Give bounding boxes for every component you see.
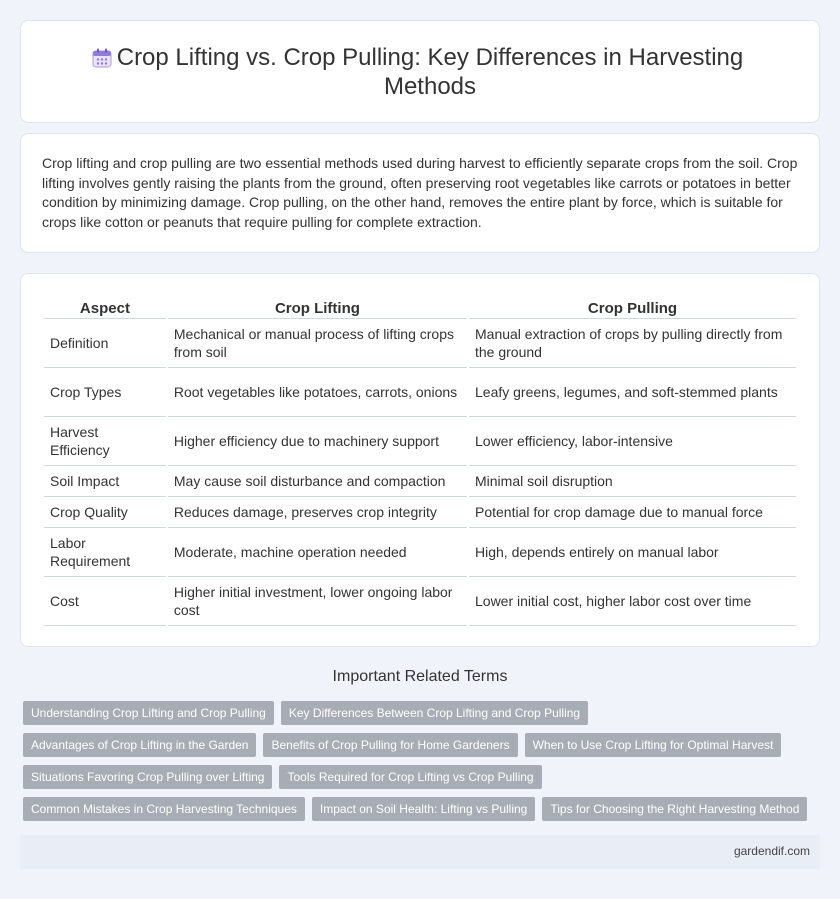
page-title: Crop Lifting vs. Crop Pulling: Key Differences in Harvesting Methods	[116, 44, 744, 100]
cell-aspect: Harvest Efficiency	[44, 417, 166, 466]
cell-crop-lifting: Moderate, machine operation needed	[168, 528, 467, 577]
cell-crop-pulling: Minimal soil disruption	[469, 466, 796, 497]
related-tag[interactable]: Impact on Soil Health: Lifting vs Pulling	[312, 797, 535, 821]
related-tag[interactable]: Common Mistakes in Crop Harvesting Techniques	[23, 797, 305, 821]
table-row	[44, 528, 796, 577]
related-tag[interactable]: Situations Favoring Crop Pulling over Lifting	[23, 765, 272, 789]
tag-row	[23, 733, 781, 757]
header-crop-lifting: Crop Lifting	[168, 296, 467, 319]
comparison-table	[42, 296, 798, 626]
table-row	[44, 417, 796, 466]
cell-crop-pulling: Potential for crop damage due to manual force	[469, 497, 796, 528]
cell-crop-lifting: Higher initial investment, lower ongoing labor cost	[168, 577, 467, 626]
cell-crop-pulling: Lower initial cost, higher labor cost over time	[469, 577, 796, 626]
related-tag[interactable]: Key Differences Between Crop Lifting and Crop Pulling	[281, 701, 588, 725]
related-tag[interactable]: Understanding Crop Lifting and Crop Pulling	[23, 701, 274, 725]
cell-aspect: Cost	[44, 577, 166, 626]
intro-card	[20, 133, 820, 253]
cell-crop-pulling: Manual extraction of crops by pulling directly from the ground	[469, 319, 796, 368]
related-tag[interactable]: When to Use Crop Lifting for Optimal Harvest	[525, 733, 782, 757]
table-row	[44, 466, 796, 497]
related-tag[interactable]: Tips for Choosing the Right Harvesting Method	[542, 797, 807, 821]
related-terms-title: Important Related Terms	[332, 668, 508, 685]
comparison-card	[20, 273, 820, 647]
header-crop-pulling: Crop Pulling	[469, 296, 796, 319]
cell-crop-lifting: Higher efficiency due to machinery support	[168, 417, 467, 466]
cell-aspect: Soil Impact	[44, 466, 166, 497]
footer-site-link[interactable]: gardendif.com	[733, 844, 810, 858]
cell-crop-pulling: Lower efficiency, labor-intensive	[469, 417, 796, 466]
cell-crop-lifting: Reduces damage, preserves crop integrity	[168, 497, 467, 528]
cell-aspect: Crop Quality	[44, 497, 166, 528]
tag-row	[23, 797, 807, 821]
cell-crop-lifting: May cause soil disturbance and compaction	[168, 466, 467, 497]
header-aspect: Aspect	[44, 296, 166, 319]
table-row	[44, 368, 796, 417]
table-header-row	[44, 296, 796, 319]
cell-crop-lifting: Root vegetables like potatoes, carrots, onions	[168, 368, 467, 417]
related-tag[interactable]: Advantages of Crop Lifting in the Garden	[23, 733, 256, 757]
cell-crop-lifting: Mechanical or manual process of lifting crops from soil	[168, 319, 467, 368]
cell-aspect: Labor Requirement	[44, 528, 166, 577]
table-row	[44, 577, 796, 626]
footer	[20, 835, 820, 869]
cell-crop-pulling: Leafy greens, legumes, and soft-stemmed plants	[469, 368, 796, 417]
related-tag[interactable]: Benefits of Crop Pulling for Home Gardeners	[263, 733, 517, 757]
table-row	[44, 319, 796, 368]
related-tag[interactable]: Tools Required for Crop Lifting vs Crop Pulling	[279, 765, 541, 789]
intro-paragraph: Crop lifting and crop pulling are two essential methods used during harvest to efficiently separate crops from the soil. Crop lifting involves gently raising the plants from the ground, often preserving root vegetables like carrots or potatoes in better condition by minimizing damage. Crop pulling, on the other hand, removes the entire plant by force, which is suitable for crops like cotton or peanuts that require pulling for complete extraction.	[42, 155, 798, 230]
cell-aspect: Definition	[44, 319, 166, 368]
tag-row	[23, 701, 588, 725]
tag-row	[23, 765, 542, 789]
title-card	[20, 20, 820, 123]
cell-crop-pulling: High, depends entirely on manual labor	[469, 528, 796, 577]
cell-aspect: Crop Types	[44, 368, 166, 417]
table-row	[44, 497, 796, 528]
